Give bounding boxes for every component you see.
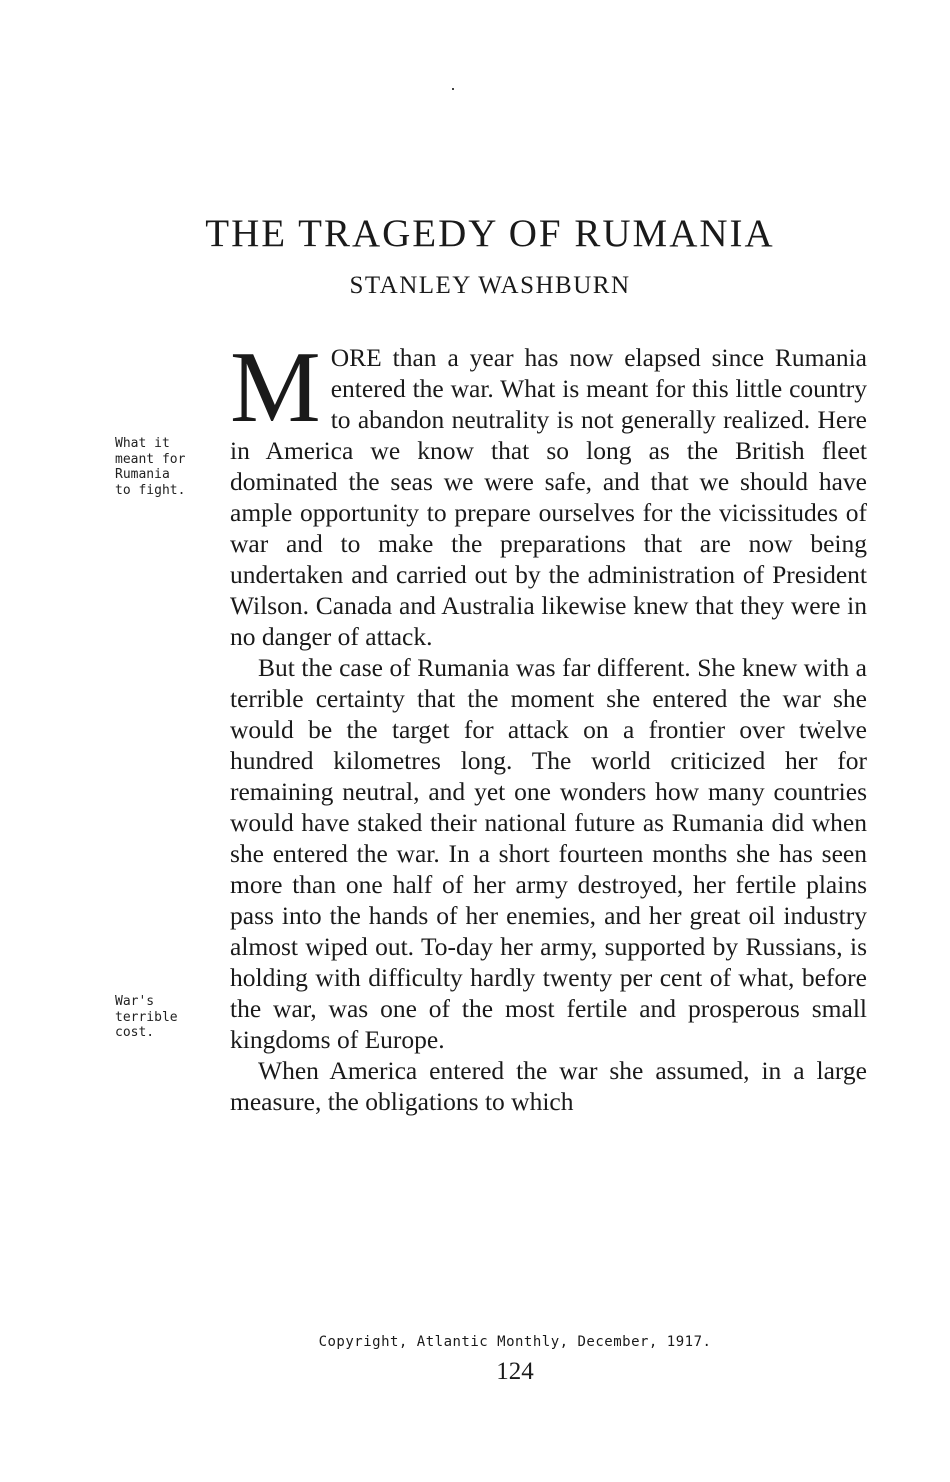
sidenote-what-it-meant bbox=[115, 436, 225, 498]
sidenote-line: What it bbox=[115, 436, 170, 451]
sidenote-line: meant for bbox=[115, 451, 186, 467]
sidenote-line: to fight. bbox=[115, 482, 186, 498]
copyright-notice: Copyright, Atlantic Monthly, December, 1917. bbox=[318, 1334, 712, 1350]
sidenote-line: cost. bbox=[115, 1025, 155, 1040]
article-author: STANLEY WASHBURN bbox=[349, 272, 631, 299]
page-number: 124 bbox=[496, 1358, 534, 1385]
sidenote-wars-cost bbox=[115, 994, 225, 1041]
sidenote-line: War's bbox=[115, 994, 155, 1009]
article-title: THE TRAGEDY OF RUMANIA bbox=[205, 212, 775, 255]
paragraph-3: When America entered the war she assumed, in a large measure, the obligations to which bbox=[230, 1056, 867, 1116]
paragraph-1 bbox=[230, 331, 867, 652]
sidenote-line: terrible bbox=[115, 1009, 178, 1025]
paragraph-2: But the case of Rumania was far different. She knew with a terrible certainty that the moment she entered the war she would be the target for attack on a frontier over twelve hundred kilometres long. The world criticized her for remaining neutral, and yet one wonders how many countries would have staked their national future as Rumania did when she entered the war. In a short fourteen months she has seen more than one half of her army destroyed, her fertile plains pass into the hands of her enemies, and her great oil industry almost wiped out. To-day her army, supported by Russians, is holding with difficulty hardly twenty per cent of what, before the war, was one of the most fertile and prosperous small kingdoms of Europe. bbox=[230, 653, 867, 1054]
article-body bbox=[230, 331, 867, 1117]
sidenote-line: Rumania bbox=[115, 467, 170, 482]
scan-speck bbox=[452, 88, 454, 90]
drop-cap: M bbox=[230, 331, 321, 444]
paragraph-1-text: ORE than a year has now elapsed since Rumania entered the war. What is meant for this little country to abandon neutrality is not generally realized. Here in America we know that so long as the British fleet dominated the seas we were safe, and that we should have ample opportunity to prepare ourselves for the vicissitudes of war and to make the preparations that are now being undertaken and carried out by the administration of President Wilson. Canada and Australia likewise knew that they were in no danger of attack. bbox=[230, 343, 867, 651]
